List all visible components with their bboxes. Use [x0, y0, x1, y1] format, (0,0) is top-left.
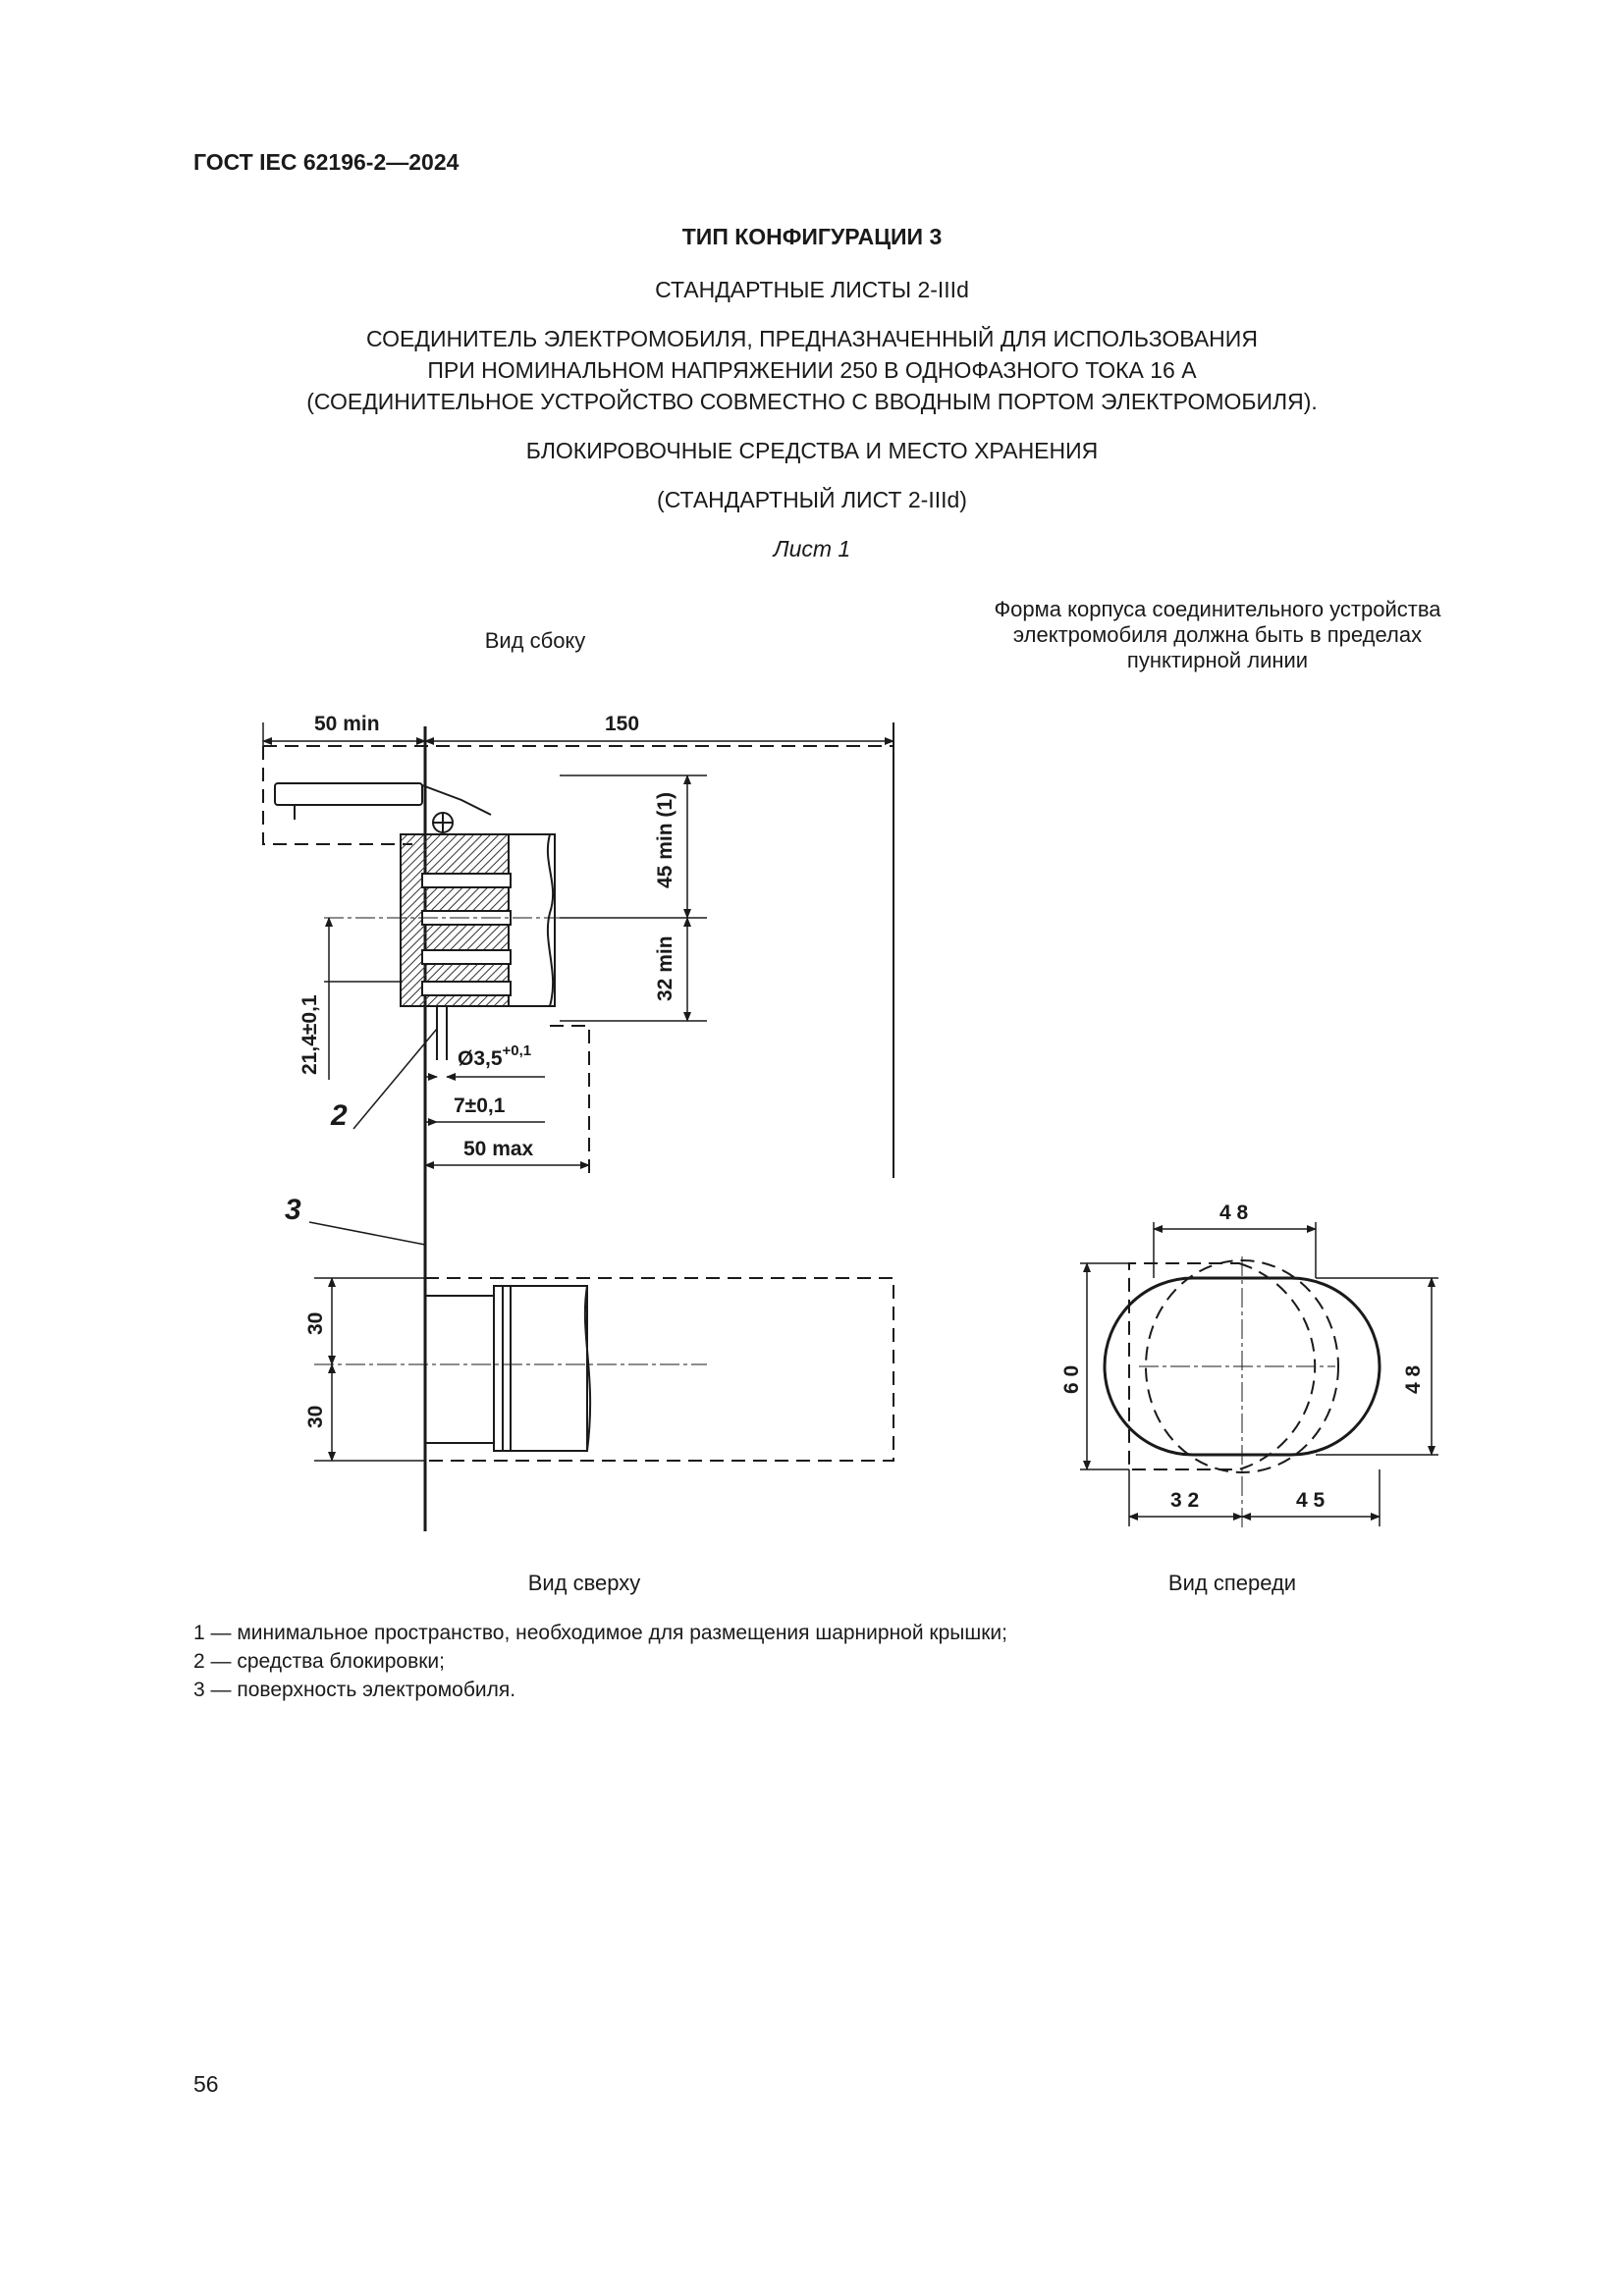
- description-line-2: ПРИ НОМИНАЛЬНОМ НАПРЯЖЕНИИ 250 В ОДНОФАЗНОГО ТОКА 16 А: [427, 357, 1197, 383]
- dim-48-right-label: 4 8: [1402, 1364, 1425, 1394]
- dim-dia-label: $Ø3,5^{+0,1}$: [458, 1042, 532, 1070]
- dim-45-label: 4 5: [1296, 1489, 1326, 1512]
- dim-50max-label: 50 max: [463, 1138, 534, 1160]
- sheet-number: Лист 1: [773, 536, 851, 561]
- legend-item-2: 2 — средства блокировки;: [193, 1650, 445, 1673]
- dim-32min-label: 32 min: [654, 935, 677, 1001]
- dim-60-label: 6 0: [1060, 1364, 1083, 1394]
- dim-21-4-label: 21,4±0,1: [298, 994, 321, 1075]
- callout-3: 3: [285, 1194, 301, 1226]
- dim-45min-label: 45 min (1): [654, 791, 677, 888]
- side-view: [263, 722, 893, 1531]
- dim-30a-label: 30: [304, 1311, 327, 1335]
- legend-item-1: 1 — минимальное пространство, необходимое для размещения шарнирной крышки;: [193, 1622, 1007, 1644]
- dimension-labels: [298, 713, 1425, 1512]
- subject-line: БЛОКИРОВОЧНЫЕ СРЕДСТВА И МЕСТО ХРАНЕНИЯ: [525, 438, 1099, 463]
- shape-note-line-2: электромобиля должна быть в пределах: [1012, 622, 1423, 647]
- callout-labels: [285, 1099, 348, 1226]
- dim-150-label: 150: [605, 713, 640, 735]
- sheet-reference: (СТАНДАРТНЫЙ ЛИСТ 2-IIId): [657, 487, 967, 512]
- shape-note-line-3: пунктирной линии: [1126, 648, 1309, 672]
- top-view-label: Вид сверху: [527, 1571, 641, 1595]
- standard-sheets-line: СТАНДАРТНЫЕ ЛИСТЫ 2-IIId: [655, 277, 969, 302]
- side-view-label: Вид сбоку: [484, 628, 586, 653]
- leader-3: [309, 1222, 425, 1245]
- description-line-3: (СОЕДИНИТЕЛЬНОЕ УСТРОЙСТВО СОВМЕСТНО С ВВОДНЫМ ПОРТОМ ЭЛЕКТРОМОБИЛЯ).: [306, 389, 1318, 414]
- dim-32-label: 3 2: [1170, 1489, 1200, 1512]
- dim-50min-label: 50 min: [314, 713, 380, 735]
- page-number: 56: [193, 2071, 219, 2097]
- description-line-1: СОЕДИНИТЕЛЬ ЭЛЕКТРОМОБИЛЯ, ПРЕДНАЗНАЧЕННЫЙ ДЛЯ ИСПОЛЬЗОВАНИЯ: [366, 326, 1258, 351]
- config-type-heading: ТИП КОНФИГУРАЦИИ 3: [681, 224, 943, 249]
- callout-2: 2: [331, 1099, 348, 1132]
- document-code: ГОСТ IEC 62196-2—2024: [193, 149, 460, 175]
- hinged-lid: [275, 783, 491, 832]
- legend-item-3: 3 — поверхность электромобиля.: [193, 1679, 516, 1701]
- top-view: [314, 1278, 893, 1461]
- dim-48-top-label: 4 8: [1219, 1201, 1249, 1224]
- shape-note-line-1: Форма корпуса соединительного устройства: [994, 597, 1441, 621]
- front-view-label: Вид спереди: [1167, 1571, 1297, 1595]
- dim-30b-label: 30: [304, 1405, 327, 1428]
- dim-7-label: 7±0,1: [454, 1095, 506, 1117]
- front-view: [1080, 1222, 1438, 1531]
